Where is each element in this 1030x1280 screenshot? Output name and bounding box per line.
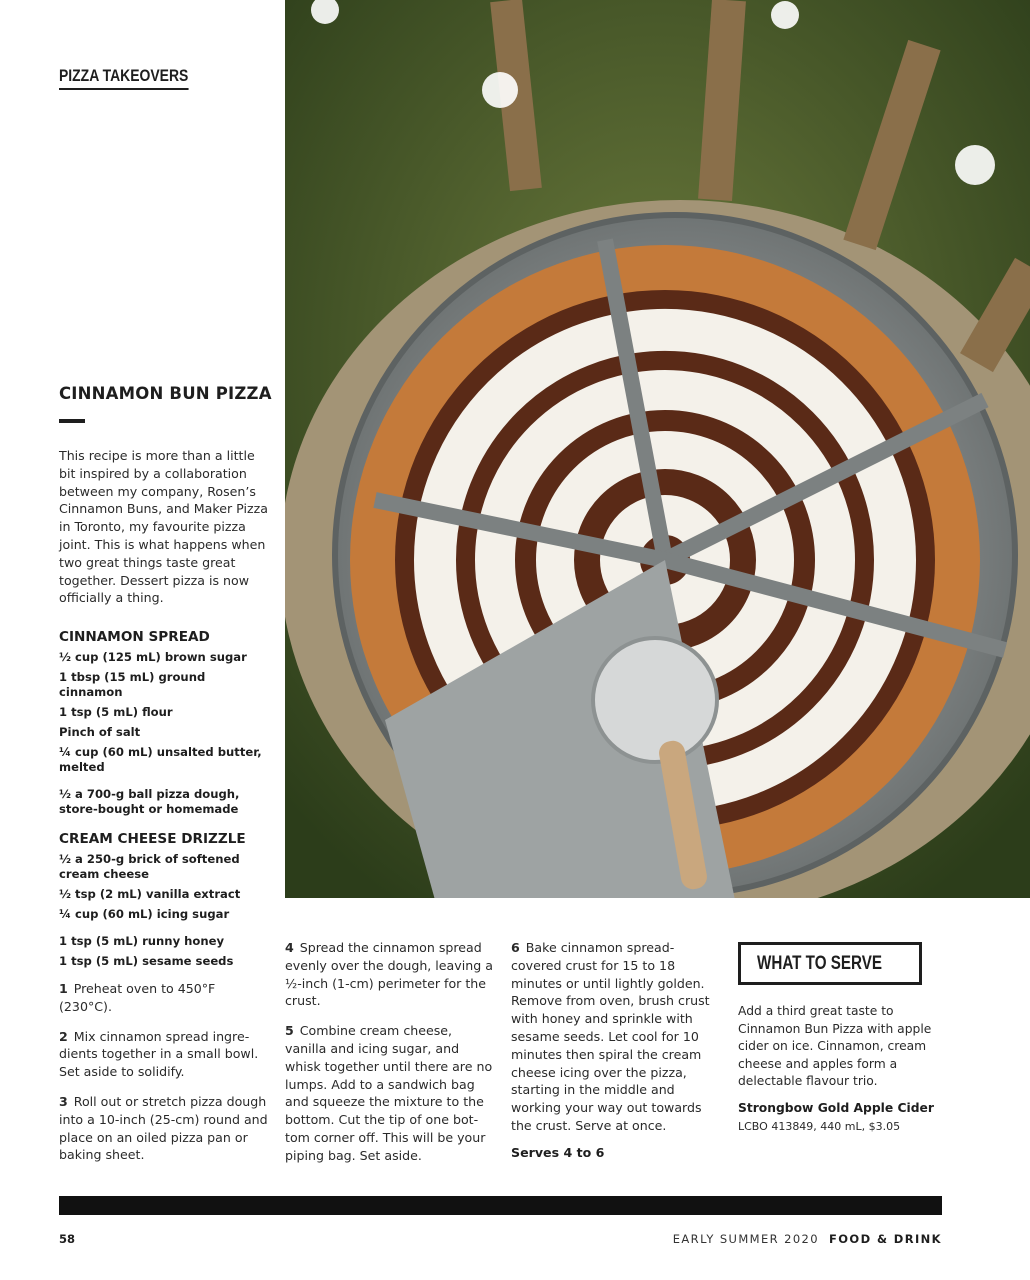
pizza-cutter-wheel [593,638,717,762]
step-number: 1 [59,981,68,996]
step-1 [59,980,269,1016]
ingredient: ½ cup (125 mL) brown sugar [59,650,247,665]
product-details: LCBO 413849, 440 mL, $3.05 [738,1120,901,1133]
recipe-left-column [59,384,272,974]
ingredient: ¼ cup (60 mL) icing sugar [59,906,230,921]
step-text: Combine cream cheese, vanilla and icing sugar, and whisk together until there are no lumps. Add to a sandwich bag and squeeze the mixture to the bottom. Cut the tip of one bot-tom corner off. This will be your piping bag. Set aside. [285,1023,493,1163]
title-rule [59,419,85,423]
what-to-serve-heading-box [738,942,922,985]
ingredient: ½ tsp (2 mL) vanilla extract [59,886,241,901]
pizza-illustration [285,0,1030,898]
ingredient: ½ a 250-g brick of softened cream cheese [59,852,240,881]
step-number: 5 [285,1023,294,1039]
serves: Serves 4 to 6 [511,1144,605,1160]
footer-bar [59,1196,942,1215]
what-to-serve-body: Add a third great taste to Cinnamon Bun Pizza with apple cider on ice. Cinnamon, cream cheese and apples form a delectable flavour trio. [738,1004,932,1088]
steps-column-1 [59,980,269,1164]
step-2 [59,1028,269,1081]
ingredient: 1 tsp (5 mL) sesame seeds [59,954,234,969]
ingredient: 1 tsp (5 mL) flour [59,704,173,719]
step-number: 3 [59,1093,68,1109]
step-text: Roll out or stretch pizza dough into a 10-inch (25-cm) round and place on an oiled pizza pan or baking sheet. [59,1093,268,1163]
ingredient: Pinch of salt [59,724,141,739]
footer-folio [673,1232,942,1246]
ingredient: 1 tsp (5 mL) runny honey [59,934,225,949]
step-text: Preheat oven to 450°F (230°C). [59,981,216,1014]
step-text: Bake cinnamon spread-covered crust for 15 to 18 minutes or until lightly golden. Remove from oven, brush crust with honey and sprinkle with sesame seeds. Let cool for 10 minutes then spiral the cream cheese icing over the pizza, starting in the middle and working your way out towards the crust. Serve at once. [511,940,710,1133]
step-6 [511,939,723,1135]
steps-column-3 [511,939,723,1160]
recipe-intro: This recipe is more than a little bit inspired by a collaboration between my company, Rosen’s Cinnamon Buns, and Maker Pizza in Toronto, my favourite pizza joint. This is what happens when two great things taste great together. Dessert pizza is now officially a thing. [59,448,268,606]
step-5 [285,1022,495,1164]
step-text: Mix cinnamon spread ingre-dients together in a small bowl. Set aside to solidify. [59,1028,259,1080]
ingredient-dough: ½ a 700-g ball pizza dough, store-bought or homemade [59,787,240,816]
step-text: Spread the cinnamon spread evenly over the dough, leaving a ½-inch (1-cm) perimeter for the crust. [285,940,493,1009]
step-number: 6 [511,940,520,955]
issue-label: EARLY SUMMER 2020 [672,1232,819,1246]
page-number: 58 [59,1232,76,1246]
section-tag: PIZZA TAKEOVERS [59,66,188,90]
product-name: Strongbow Gold Apple Cider [738,1101,934,1115]
steps-column-2 [285,939,495,1165]
step-number: 2 [59,1028,68,1044]
step-number: 4 [285,940,294,955]
cream-cheese-drizzle-heading: CREAM CHEESE DRIZZLE [59,831,246,848]
what-to-serve-heading: WHAT TO SERVE [757,952,882,974]
cinnamon-spread-heading: CINNAMON SPREAD [59,629,210,646]
recipe-title: CINNAMON BUN PIZZA [59,384,272,403]
ingredient: ¼ cup (60 mL) unsalted butter, melted [59,745,262,774]
magazine-name: FOOD & DRINK [828,1232,942,1246]
pizza-photo [285,0,1030,898]
step-4 [285,939,495,1010]
step-3 [59,1093,269,1164]
ingredient: 1 tbsp (15 mL) ground cinnamon [59,670,206,699]
